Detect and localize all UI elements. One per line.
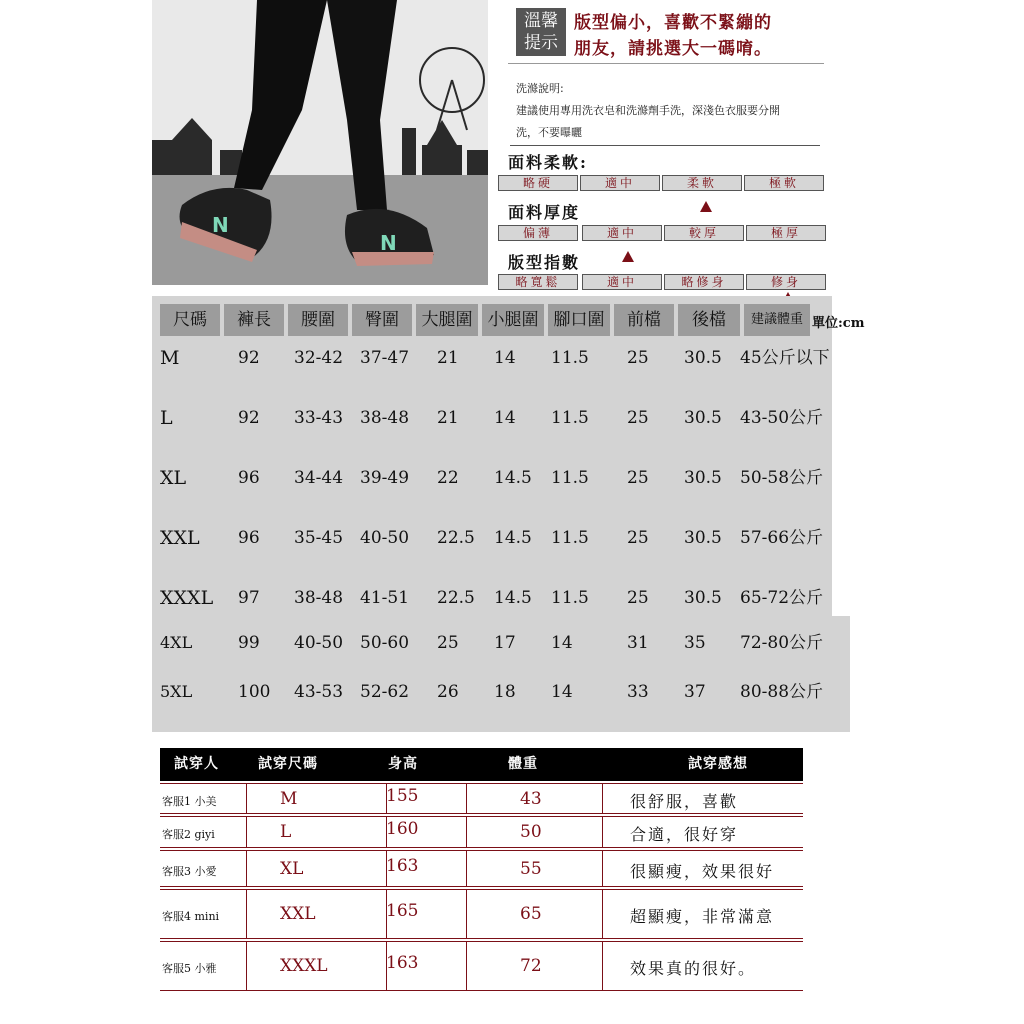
trial-size: XL [280, 858, 304, 879]
size-value: 57-66公斤 [740, 528, 824, 548]
trial-weight: 43 [520, 788, 542, 809]
size-value: 22 [437, 468, 459, 488]
size-header-cell: 後檔 [678, 304, 740, 336]
cell-divider [466, 817, 467, 847]
rating-thickness-option: 極厚 [746, 225, 826, 241]
cell-divider [466, 851, 467, 886]
trial-header-cell: 體重 [508, 756, 538, 772]
size-value: 14 [551, 682, 573, 702]
trial-weight: 50 [520, 822, 542, 842]
size-value: 52-62 [360, 682, 410, 702]
rating-softness-option: 柔軟 [662, 175, 742, 191]
trial-row [160, 941, 803, 991]
tip-badge-line1: 溫馨 [524, 11, 558, 31]
size-value: 22.5 [437, 528, 475, 548]
size-table-bg [152, 296, 832, 618]
rating-fit-title: 版型指數 [508, 253, 581, 272]
size-value: 38-48 [294, 588, 344, 608]
size-value: 37-47 [360, 348, 410, 368]
size-value: 40-50 [360, 528, 410, 548]
trial-person: 客服3 小愛 [162, 864, 217, 878]
trial-row [160, 783, 803, 814]
rating-fit-option: 修身 [746, 274, 826, 290]
divider [510, 145, 820, 146]
size-value: 97 [238, 588, 260, 608]
cell-divider [246, 942, 247, 990]
trial-table-header [160, 748, 803, 781]
trial-comment: 很舒服，喜歡 [630, 791, 739, 811]
rating-softness-title: 面料柔軟: [508, 153, 588, 172]
trial-height: 165 [386, 901, 419, 921]
size-value: 41-51 [360, 588, 410, 608]
size-value: 80-88公斤 [740, 682, 824, 702]
product-photo [152, 0, 488, 285]
size-value: 96 [238, 468, 260, 488]
size-value: 43-50公斤 [740, 408, 824, 428]
size-value: 92 [238, 348, 260, 368]
size-value: 21 [437, 348, 459, 368]
size-value: 14.5 [494, 468, 532, 488]
tip-text-line2: 朋友，請挑選大一碼唷。 [574, 39, 772, 59]
trial-size: M [280, 788, 298, 809]
trial-row [160, 889, 803, 939]
size-label: XL [160, 467, 187, 489]
size-value: 30.5 [684, 588, 722, 608]
trial-person: 客服1 小美 [162, 794, 217, 808]
rating-fit-option: 適中 [582, 274, 662, 290]
trial-row [160, 850, 803, 887]
rating-thickness-option: 適中 [582, 225, 662, 241]
size-value: 99 [238, 633, 260, 653]
size-header-cell: 臀圍 [352, 304, 412, 336]
size-value: 35 [684, 633, 706, 653]
size-label: M [160, 347, 180, 369]
size-label: XXL [160, 527, 200, 549]
cell-divider [602, 784, 603, 813]
size-value: 31 [627, 633, 649, 653]
size-header-cell: 大腿圍 [416, 304, 478, 336]
wash-line2: 洗，不要曝曬 [516, 126, 582, 139]
trial-weight: 72 [520, 956, 542, 976]
trial-height: 160 [386, 819, 419, 839]
trial-row [160, 816, 803, 848]
rating-softness-marker-icon [700, 201, 712, 212]
cell-divider [602, 890, 603, 938]
size-value: 11.5 [551, 408, 589, 428]
size-value: 35-45 [294, 528, 344, 548]
size-value: 34-44 [294, 468, 344, 488]
size-value: 92 [238, 408, 260, 428]
size-value: 18 [494, 682, 516, 702]
size-header-cell: 褲長 [224, 304, 284, 336]
size-value: 11.5 [551, 588, 589, 608]
trial-height: 163 [386, 855, 419, 876]
size-value: 33-43 [294, 408, 344, 428]
size-label: L [160, 407, 173, 429]
rating-softness-option: 極軟 [744, 175, 824, 191]
cell-divider [602, 851, 603, 886]
rating-fit-option: 略修身 [664, 274, 744, 290]
cell-divider [602, 817, 603, 847]
trial-person: 客服5 小雅 [162, 962, 217, 975]
size-value: 11.5 [551, 468, 589, 488]
size-value: 45公斤以下 [740, 348, 830, 368]
rating-softness-option: 適中 [580, 175, 660, 191]
size-value: 30.5 [684, 468, 722, 488]
size-value: 43-53 [294, 682, 344, 702]
cell-divider [466, 890, 467, 938]
size-value: 11.5 [551, 348, 589, 368]
size-value: 30.5 [684, 408, 722, 428]
trial-header-cell: 試穿尺碼 [258, 756, 318, 772]
divider [508, 63, 824, 64]
size-value: 25 [627, 588, 649, 608]
wash-line1: 建議使用專用洗衣皂和洗滌劑手洗，深淺色衣服要分開 [516, 104, 780, 117]
size-unit: 單位:cm [812, 316, 865, 331]
size-value: 30.5 [684, 528, 722, 548]
trial-size: XXL [280, 904, 316, 924]
wash-title: 洗滌說明: [516, 82, 564, 95]
size-value: 38-48 [360, 408, 410, 428]
tip-badge-line2: 提示 [524, 33, 558, 53]
size-value: 65-72公斤 [740, 588, 824, 608]
trial-comment: 效果真的很好。 [630, 959, 757, 978]
tip-badge [516, 8, 566, 56]
size-value: 25 [627, 528, 649, 548]
size-label: 5XL [160, 682, 193, 701]
trial-size: L [280, 822, 292, 842]
svg-text:N: N [212, 213, 229, 237]
size-value: 96 [238, 528, 260, 548]
size-value: 32-42 [294, 348, 344, 368]
size-label: XXXL [160, 587, 214, 609]
trial-height: 155 [386, 785, 419, 806]
cell-divider [246, 817, 247, 847]
svg-text:N: N [380, 231, 397, 255]
size-value: 26 [437, 682, 459, 702]
size-header-cell: 腳口圍 [548, 304, 610, 336]
size-header-cell: 尺碼 [160, 304, 220, 336]
size-header-cell: 小腿圍 [482, 304, 544, 336]
size-value: 100 [238, 682, 271, 702]
size-value: 22.5 [437, 588, 475, 608]
size-value: 30.5 [684, 348, 722, 368]
size-header-cell: 腰圍 [288, 304, 348, 336]
rating-thickness-option: 偏薄 [498, 225, 578, 241]
size-value: 72-80公斤 [740, 633, 824, 653]
trial-size: XXXL [280, 956, 328, 976]
rating-fit-option: 略寬鬆 [498, 274, 578, 290]
tip-text-line1: 版型偏小，喜歡不緊繃的 [574, 13, 772, 33]
rating-thickness-marker-icon [622, 251, 634, 262]
size-value: 14 [494, 348, 516, 368]
trial-weight: 65 [520, 904, 542, 924]
rating-softness-option: 略硬 [498, 175, 578, 191]
size-value: 37 [684, 682, 706, 702]
size-value: 14 [494, 408, 516, 428]
cell-divider [466, 784, 467, 813]
trial-person: 客服2 giyi [162, 828, 215, 841]
tip-text [574, 10, 824, 62]
cell-divider [246, 851, 247, 886]
size-value: 14 [551, 633, 573, 653]
size-value: 21 [437, 408, 459, 428]
size-label: 4XL [160, 633, 193, 652]
cell-divider [246, 890, 247, 938]
size-value: 25 [437, 633, 459, 653]
rating-thickness-title: 面料厚度 [508, 203, 581, 222]
trial-person: 客服4 mini [162, 910, 220, 923]
size-value: 39-49 [360, 468, 410, 488]
cell-divider [466, 942, 467, 990]
size-value: 50-60 [360, 633, 410, 653]
size-value: 14.5 [494, 588, 532, 608]
size-header-cell: 前檔 [614, 304, 674, 336]
trial-comment: 很顯瘦，效果很好 [630, 861, 775, 881]
size-value: 25 [627, 468, 649, 488]
size-value: 17 [494, 633, 516, 653]
trial-comment: 超顯瘦，非常滿意 [630, 907, 775, 926]
trial-header-cell: 身高 [388, 756, 418, 772]
rating-thickness-option: 較厚 [664, 225, 744, 241]
trial-height: 163 [386, 953, 419, 973]
size-value: 50-58公斤 [740, 468, 824, 488]
cell-divider [246, 784, 247, 813]
trial-weight: 55 [520, 858, 542, 879]
size-value: 25 [627, 348, 649, 368]
size-header-cell: 建議體重 [744, 304, 810, 336]
trial-header-cell: 試穿人 [174, 756, 219, 772]
size-value: 33 [627, 682, 649, 702]
size-value: 14.5 [494, 528, 532, 548]
wash-instructions [516, 78, 836, 144]
size-value: 25 [627, 408, 649, 428]
trial-header-cell: 試穿感想 [688, 756, 748, 772]
cell-divider [602, 942, 603, 990]
size-value: 40-50 [294, 633, 344, 653]
size-value: 11.5 [551, 528, 589, 548]
trial-comment: 合適，很好穿 [630, 825, 739, 844]
